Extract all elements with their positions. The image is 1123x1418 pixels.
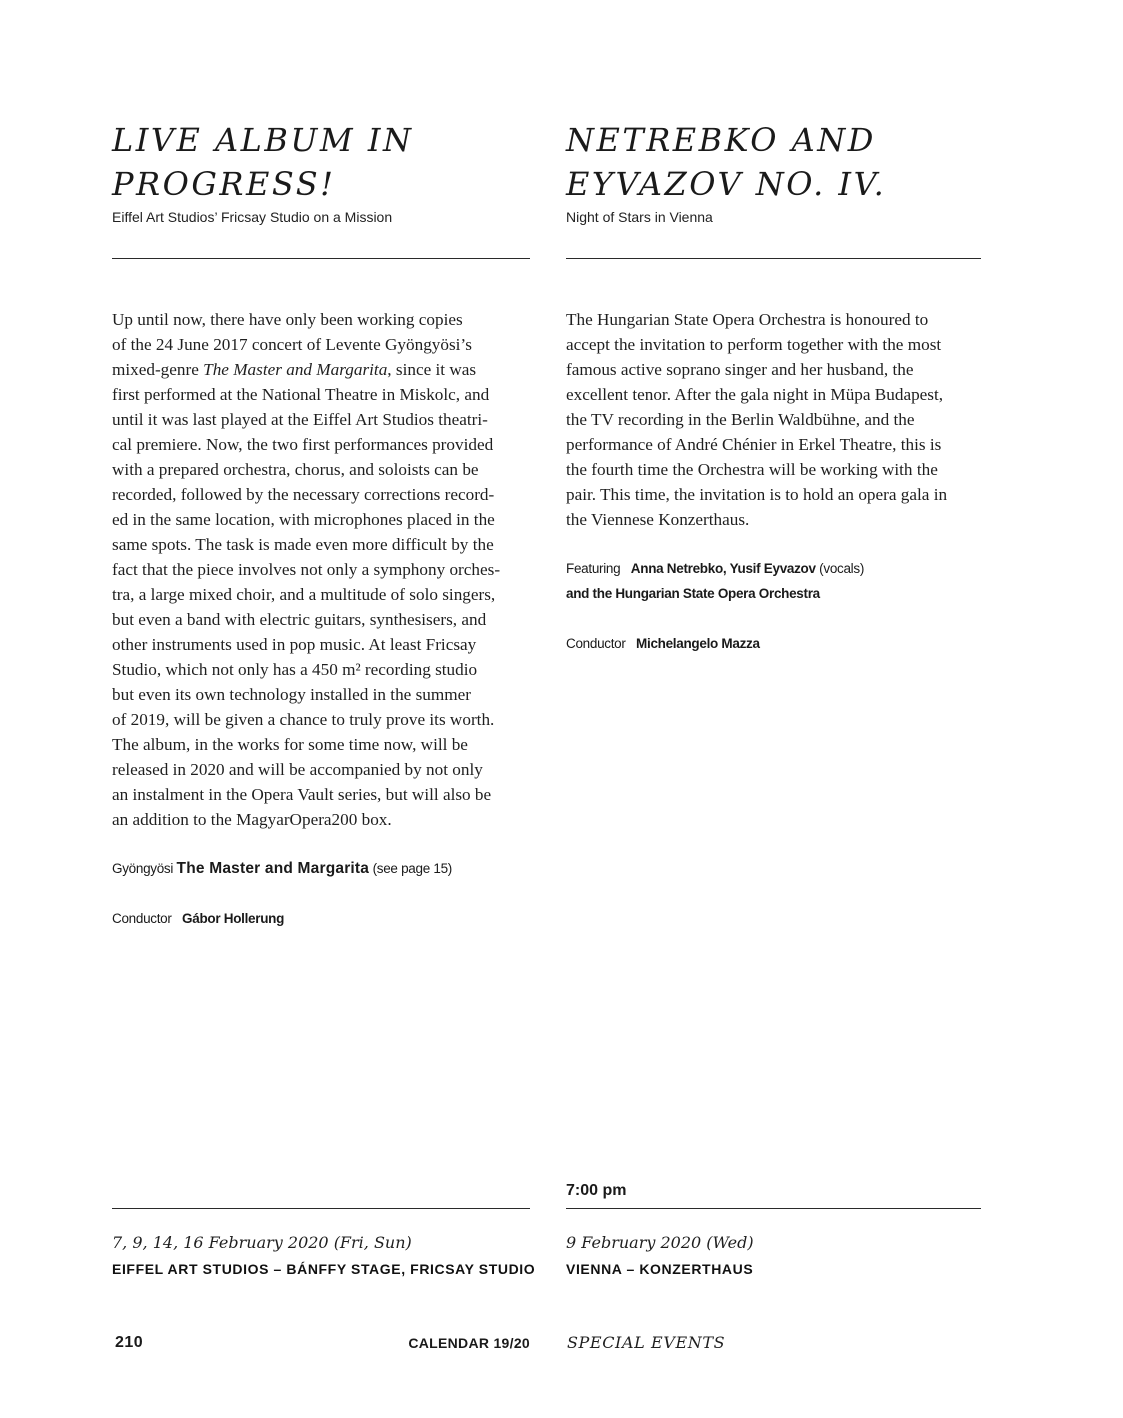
event-description [112,307,500,832]
conductor-label: Conductor [112,911,172,926]
body-line: of 2019, will be given a chance to truly prove its worth. [112,710,495,729]
body-line: Studio, which not only has a 450 m² recording studio [112,660,478,679]
body-line: until it was last played at the Eiffel Art Studios theatri- [112,410,488,429]
event-title [566,118,886,206]
body-line: but even its own technology installed in the summer [112,685,471,704]
event-venue: EIFFEL ART STUDIOS – BÁNFFY STAGE, FRICSAY STUDIO [112,1261,536,1277]
running-title: CALENDAR 19/20 [408,1335,530,1351]
featuring-label: Featuring [566,561,621,576]
body-line: fact that the piece involves not only a symphony orches- [112,560,501,579]
featured-artists: Anna Netrebko, Yusif Eyvazov [630,561,816,576]
divider-top [566,258,981,259]
title-line-2: EYVAZOV NO. IV. [566,165,887,203]
title-line-2: PROGRESS! [112,165,336,203]
work-credit [112,856,452,881]
section-name: SPECIAL EVENTS [567,1333,726,1352]
featured-orchestra: and the Hungarian State Opera Orchestra [566,586,820,601]
conductor-credit [566,631,760,656]
body-line: with a prepared orchestra, chorus, and soloists can be [112,460,479,479]
body-line: Up until now, there have only been working copies [112,310,463,329]
title-line-1: LIVE ALBUM IN [112,121,414,159]
body-line: The Hungarian State Opera Orchestra is honoured to [566,310,929,329]
body-line: the Viennese Konzerthaus. [566,510,750,529]
body-line: recorded, followed by the necessary corrections record- [112,485,495,504]
body-line: accept the invitation to perform together with the most [566,335,942,354]
body-line: performance of André Chénier in Erkel Theatre, this is [566,435,942,454]
event-subtitle: Night of Stars in Vienna [566,209,713,225]
body-line: pair. This time, the invitation is to hold an opera gala in [566,485,948,504]
title-line-1: NETREBKO AND [566,121,876,159]
event-subtitle: Eiffel Art Studios’ Fricsay Studio on a Mission [112,209,393,225]
divider-top [112,258,530,259]
event-venue: VIENNA – KONZERTHAUS [566,1261,754,1277]
body-line: mixed-genre The Master and Margarita, since it was [112,360,477,379]
body-line: excellent tenor. After the gala night in Müpa Budapest, [566,385,944,404]
conductor-name: Michelangelo Mazza [636,636,760,651]
body-line: an instalment in the Opera Vault series, but will also be [112,785,492,804]
divider-bottom [566,1208,981,1209]
body-line: first performed at the National Theatre in Miskolc, and [112,385,490,404]
body-line: the fourth time the Orchestra will be working with the [566,460,938,479]
page-reference: (see page 15) [372,861,452,876]
body-line: released in 2020 and will be accompanied by not only [112,760,483,779]
body-line: tra, a large mixed choir, and a multitude of solo singers, [112,585,496,604]
body-line: of the 24 June 2017 concert of Levente Gyöngyösi’s [112,335,472,354]
body-line: other instruments used in pop music. At least Fricsay [112,635,477,654]
body-line: ed in the same location, with microphones placed in the [112,510,495,529]
body-line: same spots. The task is made even more difficult by the [112,535,494,554]
conductor-name: Gábor Hollerung [182,911,285,926]
event-dates: 9 February 2020 (Wed) [566,1233,754,1252]
conductor-label: Conductor [566,636,626,651]
page-number: 210 [115,1334,144,1351]
composer: Gyöngyösi [112,861,174,876]
conductor-credit [112,906,284,931]
event-title [112,118,413,206]
featuring-note: (vocals) [819,561,865,576]
work-title: The Master and Margarita [176,860,370,877]
event-dates: 7, 9, 14, 16 February 2020 (Fri, Sun) [112,1233,412,1252]
event-description [566,307,947,532]
body-line: cal premiere. Now, the two first performances provided [112,435,494,454]
divider-bottom [112,1208,530,1209]
work-title-inline: The Master and Margarita [203,360,388,379]
event-time: 7:00 pm [566,1182,627,1199]
featuring-credit [566,556,864,606]
body-line: The album, in the works for some time now, will be [112,735,468,754]
body-line: the TV recording in the Berlin Waldbühne, and the [566,410,915,429]
body-line: an addition to the MagyarOpera200 box. [112,810,392,829]
body-line: but even a band with electric guitars, synthesisers, and [112,610,487,629]
body-line: famous active soprano singer and her husband, the [566,360,914,379]
